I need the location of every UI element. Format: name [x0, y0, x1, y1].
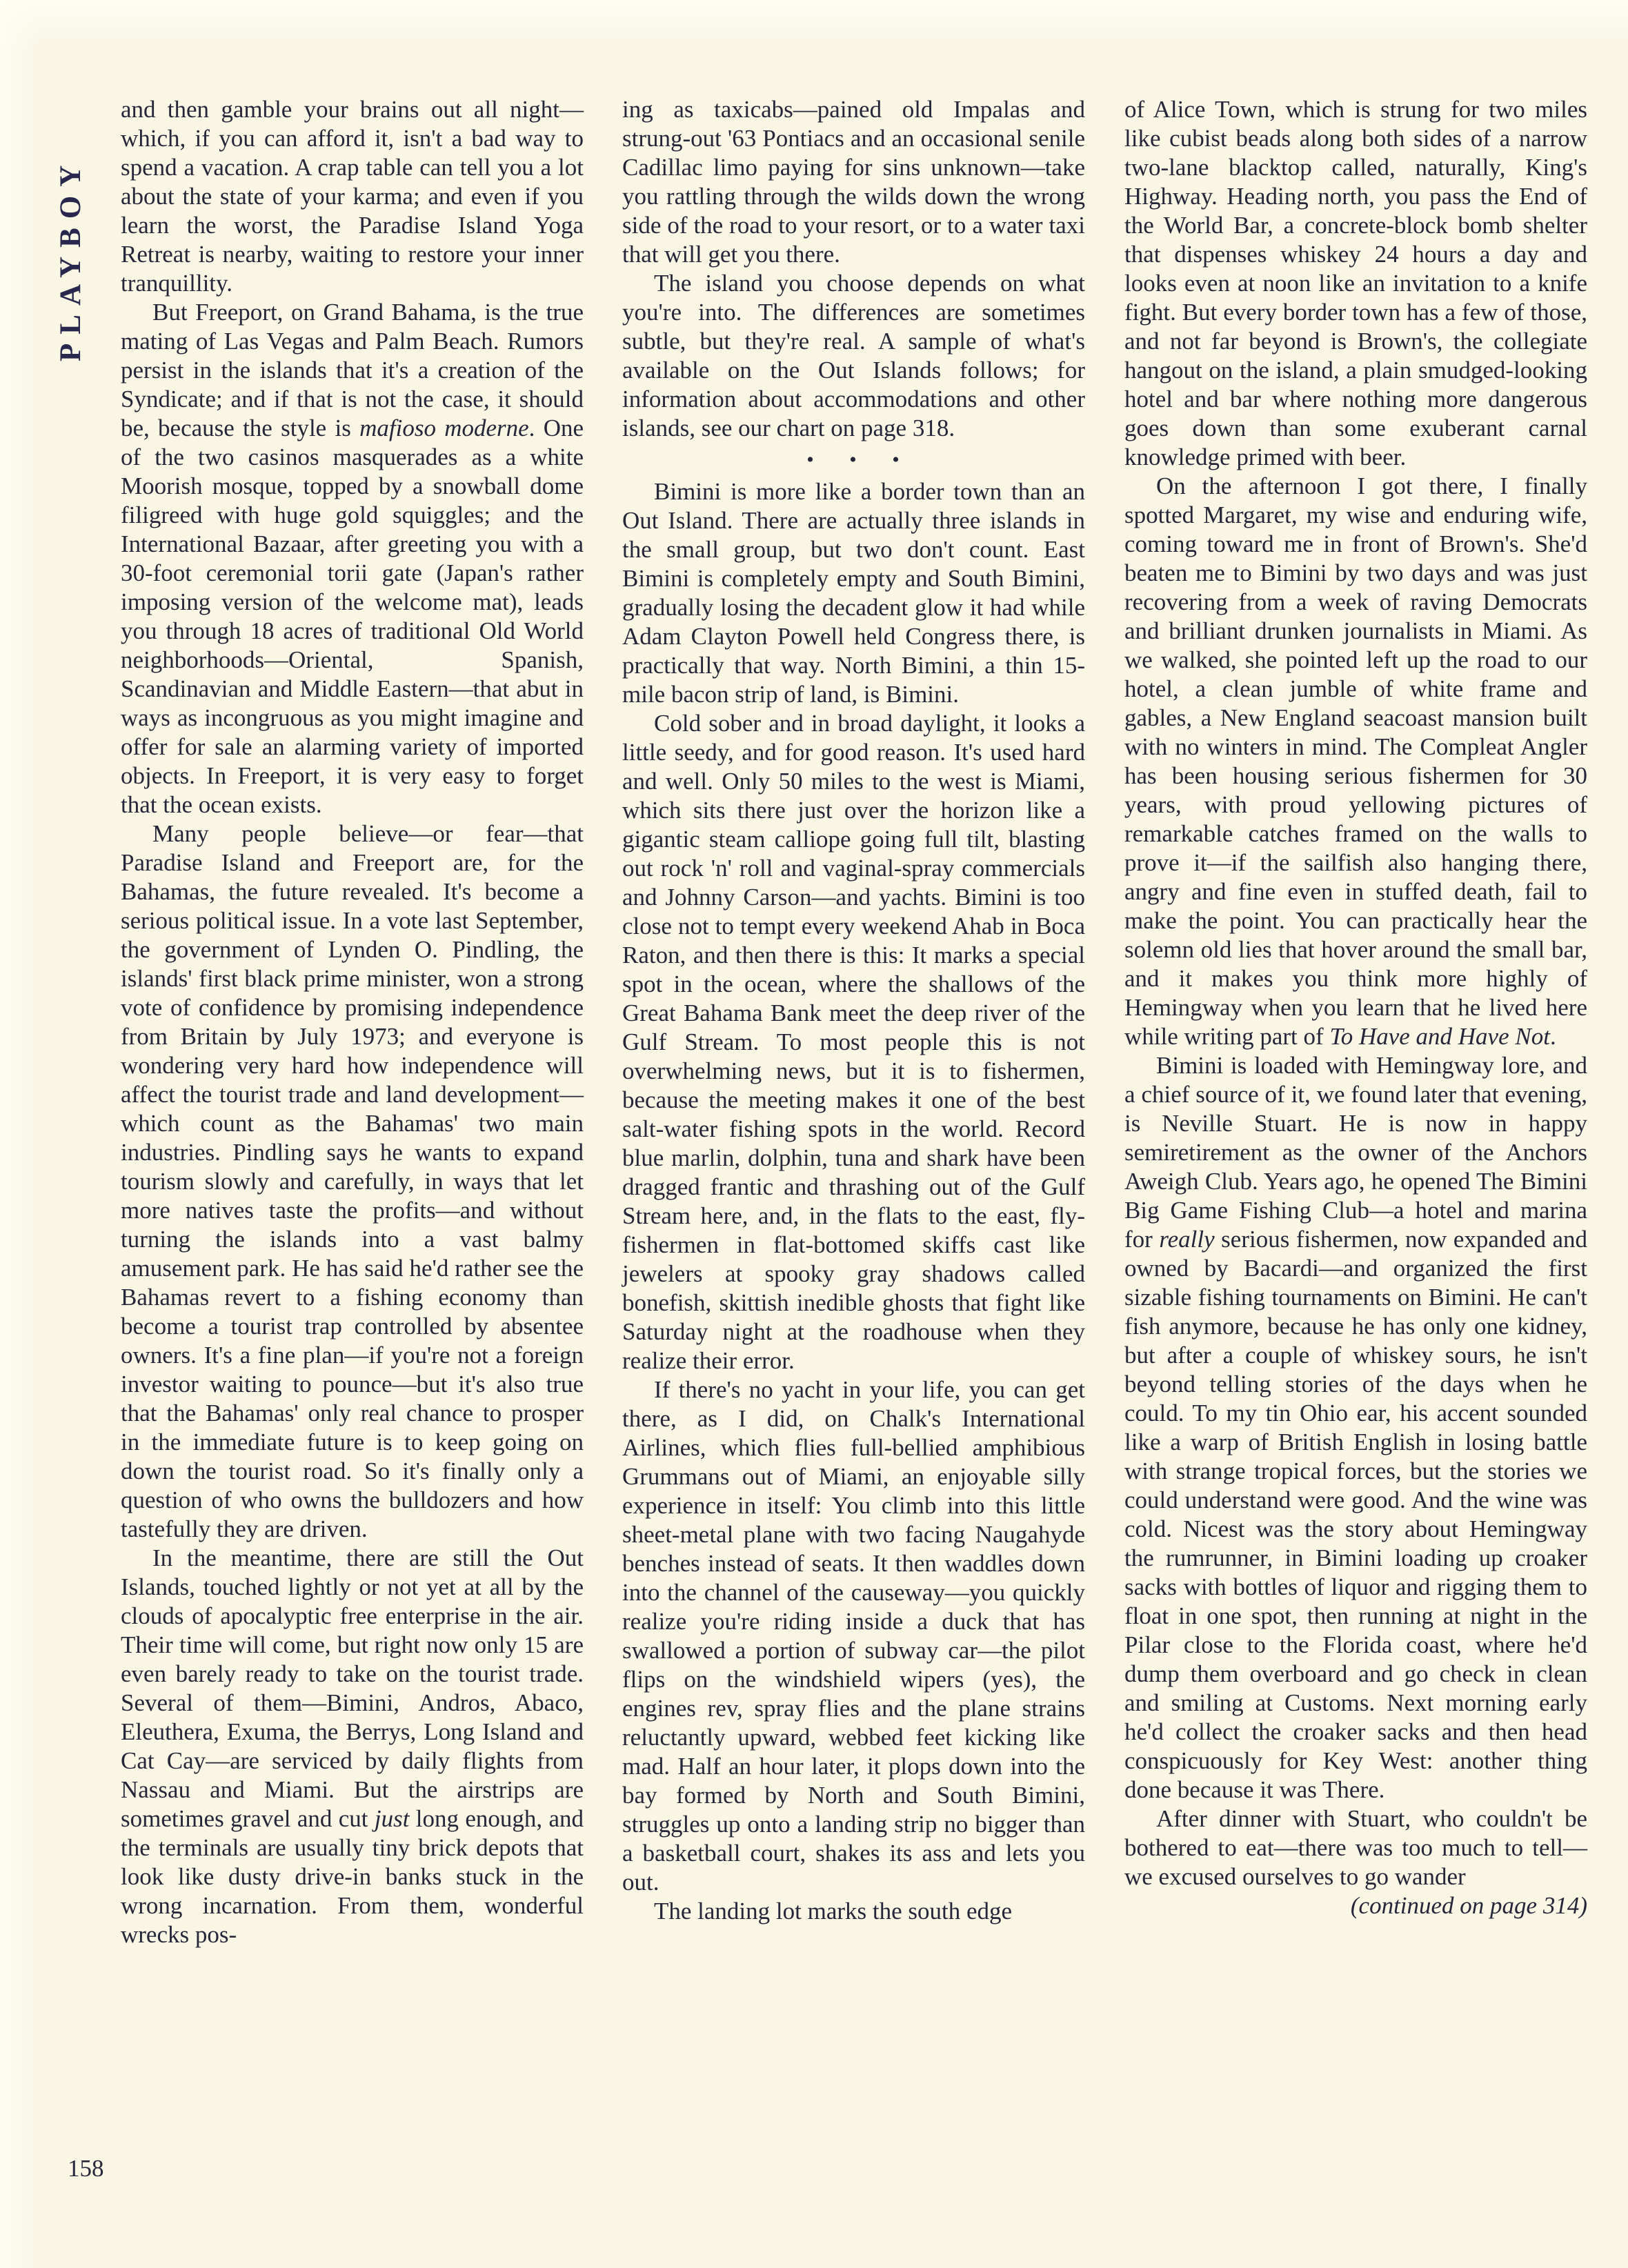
paragraph [1124, 472, 1587, 1051]
paragraph [622, 477, 1085, 709]
body-text: • • • [806, 448, 901, 471]
paragraph [1124, 95, 1587, 472]
body-text: serious fishermen, now expanded and owned by Bacardi—and organized the first sizable fishing tournaments on Bimini. He can't fish anymore, because he has only one kidney, but after a couple of whiskey sours, he isn't beyond telling stories of the days when he could. To my tin Ohio ear, his accent sounded like a warp of British English in losing battle with strange tropical forces, but the stories we could understand were good. And the wine was cold. Nicest was the story about Hemingway the rumrunner, in Bimini loading up croaker sacks with bottles of liquor and rigging them to float in one spot, then running at night in the Pilar close to the Florida coast, where he'd dump them overboard and go check in clean and smiling at Customs. Next morning early he'd collect the croaker sacks and then head conspicuously for Key West: another thing done because it was There. [1124, 1226, 1587, 1803]
paragraph [622, 709, 1085, 1375]
body-text: The island you choose depends on what you're into. The differences are sometimes subtle, but they're real. A sample of what's available on the Out Islands follows; for information about accommodations and other islands, see our chart on page 318. [622, 270, 1085, 441]
body-text: The landing lot marks the south edge [654, 1898, 1013, 1924]
body-text: But Freeport, on Grand Bahama, is the true mating of Las Vegas and Palm Beach. Rumors persist in the islands that it's a creation of the Syndicate; and if that is not the case, it should be, because the style is [121, 299, 584, 441]
italic-text: really [1159, 1226, 1215, 1253]
paragraph [121, 819, 584, 1544]
italic-text: (continued on page 314) [1350, 1892, 1587, 1919]
italic-text: just [374, 1805, 410, 1832]
paragraph [121, 95, 584, 298]
body-text: In the meantime, there are still the Out Islands, touched lightly or not yet at all by the clouds of apocalyptic free enterprise in the air. Their time will come, but right now only 15 are even barely ready to take on the tourist trade. Several of them—Bimini, Andros, Abaco, Eleuthera, Exuma, the Berrys, Long Island and Cat Cay—are serviced by daily flights from Nassau and Miami. But the airstrips are sometimes gravel and cut [121, 1544, 584, 1832]
body-text: long enough, and the terminals are usually tiny brick depots that look like dusty drive-in banks stuck in the wrong incarnation. From them, wonderful wrecks pos- [121, 1805, 584, 1948]
article-column-1 [121, 95, 584, 1949]
body-text: of Alice Town, which is strung for two miles like cubist beads along both sides of a narrow two-lane blacktop called, naturally, King's Highway. Heading north, you pass the End of the World Bar, a concrete-block bomb shelter that dispenses whiskey 24 hours a day and looks even at noon like an invitation to a knife fight. But every border town has a few of those, and not far beyond is Brown's, the collegiate hangout on the island, a plain smudged-looking hotel and bar where nothing more dangerous goes down than some exuberant carnal knowledge primed with beer. [1124, 96, 1587, 470]
paragraph [121, 298, 584, 819]
section-separator [622, 443, 1085, 477]
paragraph [622, 1897, 1085, 1926]
body-text: On the afternoon I got there, I finally spotted Margaret, my wise and enduring wife, coming toward me in front of Brown's. She'd beaten me to Bimini by two days and was just recovering from a week of raving Democrats and brilliant drunken journalists in Miami. As we walked, she pointed left up the road to our hotel, a clean jumble of white frame and gables, a New England seacoast mansion built with no winters in mind. The Compleat Angler has been housing serious fishermen for 30 years, with proud yellowing pictures of remarkable catches framed on the walls to prove it—if the sailfish also hanging there, angry and fine even in stuffed death, fail to make the point. You can practically hear the solemn old lies that hover around the small bar, and it makes you think more highly of Hemingway when you learn that he lived here while writing part of [1124, 472, 1587, 1050]
body-text: Many people believe—or fear—that Paradise Island and Freeport are, for the Bahamas, the future revealed. It's become a serious political issue. In a vote last September, the government of Lynden O. Pindling, the islands' first black prime minister, won a strong vote of confidence by promising independence from Britain by July 1973; and everyone is wondering very hard how independence will affect the tourist trade and land development—which count as the Bahamas' two main industries. Pindling says he wants to expand tourism slowly and carefully, in ways that let more natives taste the profits—and without turning the islands into a vast balmy amusement park. He has said he'd rather see the Bahamas revert to a fishing economy than become a tourist trap controlled by absentee owners. It's a fine plan—if you're not a foreign investor waiting to pounce—but it's also true that the Bahamas' only real chance to prosper in the immediate future is to keep going on down the tourist road. So it's finally only a question of who owns the bulldozers and how tastefully they are driven. [121, 820, 584, 1542]
body-text: Bimini is loaded with Hemingway lore, and a chief source of it, we found later that evening, is Neville Stuart. He is now in happy semiretirement as the owner of the Anchors Aweigh Club. Years ago, he opened The Bimini Big Game Fishing Club—a hotel and marina for [1124, 1052, 1587, 1253]
body-text: . [1549, 1023, 1556, 1050]
paragraph [622, 269, 1085, 443]
body-text: After dinner with Stuart, who couldn't be bothered to eat—there was too much to tell—we excused ourselves to go wander [1124, 1805, 1587, 1890]
body-text: Bimini is more like a border town than an Out Island. There are actually three islands in the small group, but two don't count. East Bimini is completely empty and South Bimini, gradually losing the decadent glow it had while Adam Clayton Powell held Congress there, is practically that way. North Bimini, a thin 15-mile bacon strip of land, is Bimini. [622, 478, 1085, 708]
italic-text: To Have and Have Not [1329, 1023, 1550, 1050]
magazine-spine-title: PLAYBOY [54, 156, 87, 361]
article-column-2 [622, 95, 1085, 1926]
paragraph [622, 1375, 1085, 1897]
article-column-3 [1124, 95, 1587, 1920]
paragraph [1124, 1051, 1587, 1804]
body-text: Cold sober and in broad daylight, it looks a little seedy, and for good reason. It's used hard and well. Only 50 miles to the west is Miami, which sits there just over the horizon like a gigantic steam calliope going full tilt, blasting out rock 'n' roll and vaginal-spray commercials and Johnny Carson—and yachts. Bimini is too close not to tempt every weekend Ahab in Boca Raton, and then there is this: It marks a special spot in the ocean, where the shallows of the Great Bahama Bank meet the deep river of the Gulf Stream. To most people this is not overwhelming news, but it is to fishermen, because the meeting makes it one of the best salt-water fishing spots in the world. Record blue marlin, dolphin, tuna and shark have been dragged frantic and thrashing out of the Gulf Stream here, and, in the flats to the east, fly-fishermen in flat-bottomed skiffs cast like jewelers at spooky gray shadows called bonefish, skittish inedible ghosts that fight like Saturday night at the roadhouse when they realize their error. [622, 710, 1085, 1374]
paragraph [622, 95, 1085, 269]
body-text: . One of the two casinos masquerades as a white Moorish mosque, topped by a snowball dome filigreed with huge gold squiggles; and the International Bazaar, after greeting you with a 30-foot ceremonial torii gate (Japan's rather imposing version of the welcome mat), leads you through 18 acres of traditional Old World neighborhoods—Oriental, Spanish, Scandinavian and Middle Eastern—that abut in ways as incongruous as you might imagine and offer for sale an alarming variety of imported objects. In Freeport, it is very easy to forget that the ocean exists. [121, 415, 584, 818]
paragraph [1124, 1804, 1587, 1891]
paragraph [1124, 1891, 1587, 1920]
italic-text: mafioso moderne [359, 415, 529, 441]
body-text: ing as taxicabs—pained old Impalas and strung-out '63 Pontiacs and an occasional senile Cadillac limo paying for sins unknown—take you rattling through the wilds down the wrong side of the road to your resort, or to a water taxi that will get you there. [622, 96, 1085, 268]
paragraph [121, 1544, 584, 1949]
body-text: If there's no yacht in your life, you can get there, as I did, on Chalk's International Airlines, which flies full-bellied amphibious Grummans out of Miami, an enjoyable silly experience in itself: You climb into this little sheet-metal plane with two facing Naugahyde benches instead of seats. It then waddles down into the channel of the causeway—you quickly realize you're riding inside a duck that has swallowed a portion of subway car—the pilot flips on the windshield wipers (yes), the engines rev, spray flies and the plane strains reluctantly upward, webbed feet kicking like mad. Half an hour later, it plops down into the bay formed by North and South Bimini, struggles up onto a landing strip no bigger than a basketball court, shakes its ass and lets you out. [622, 1376, 1085, 1896]
page-number: 158 [68, 2155, 104, 2182]
body-text: and then gamble your brains out all night—which, if you can afford it, isn't a bad way to spend a vacation. A crap table can tell you a lot about the state of your karma; and even if you learn the worst, the Paradise Island Yoga Retreat is nearby, waiting to restore your inner tranquillity. [121, 96, 584, 297]
